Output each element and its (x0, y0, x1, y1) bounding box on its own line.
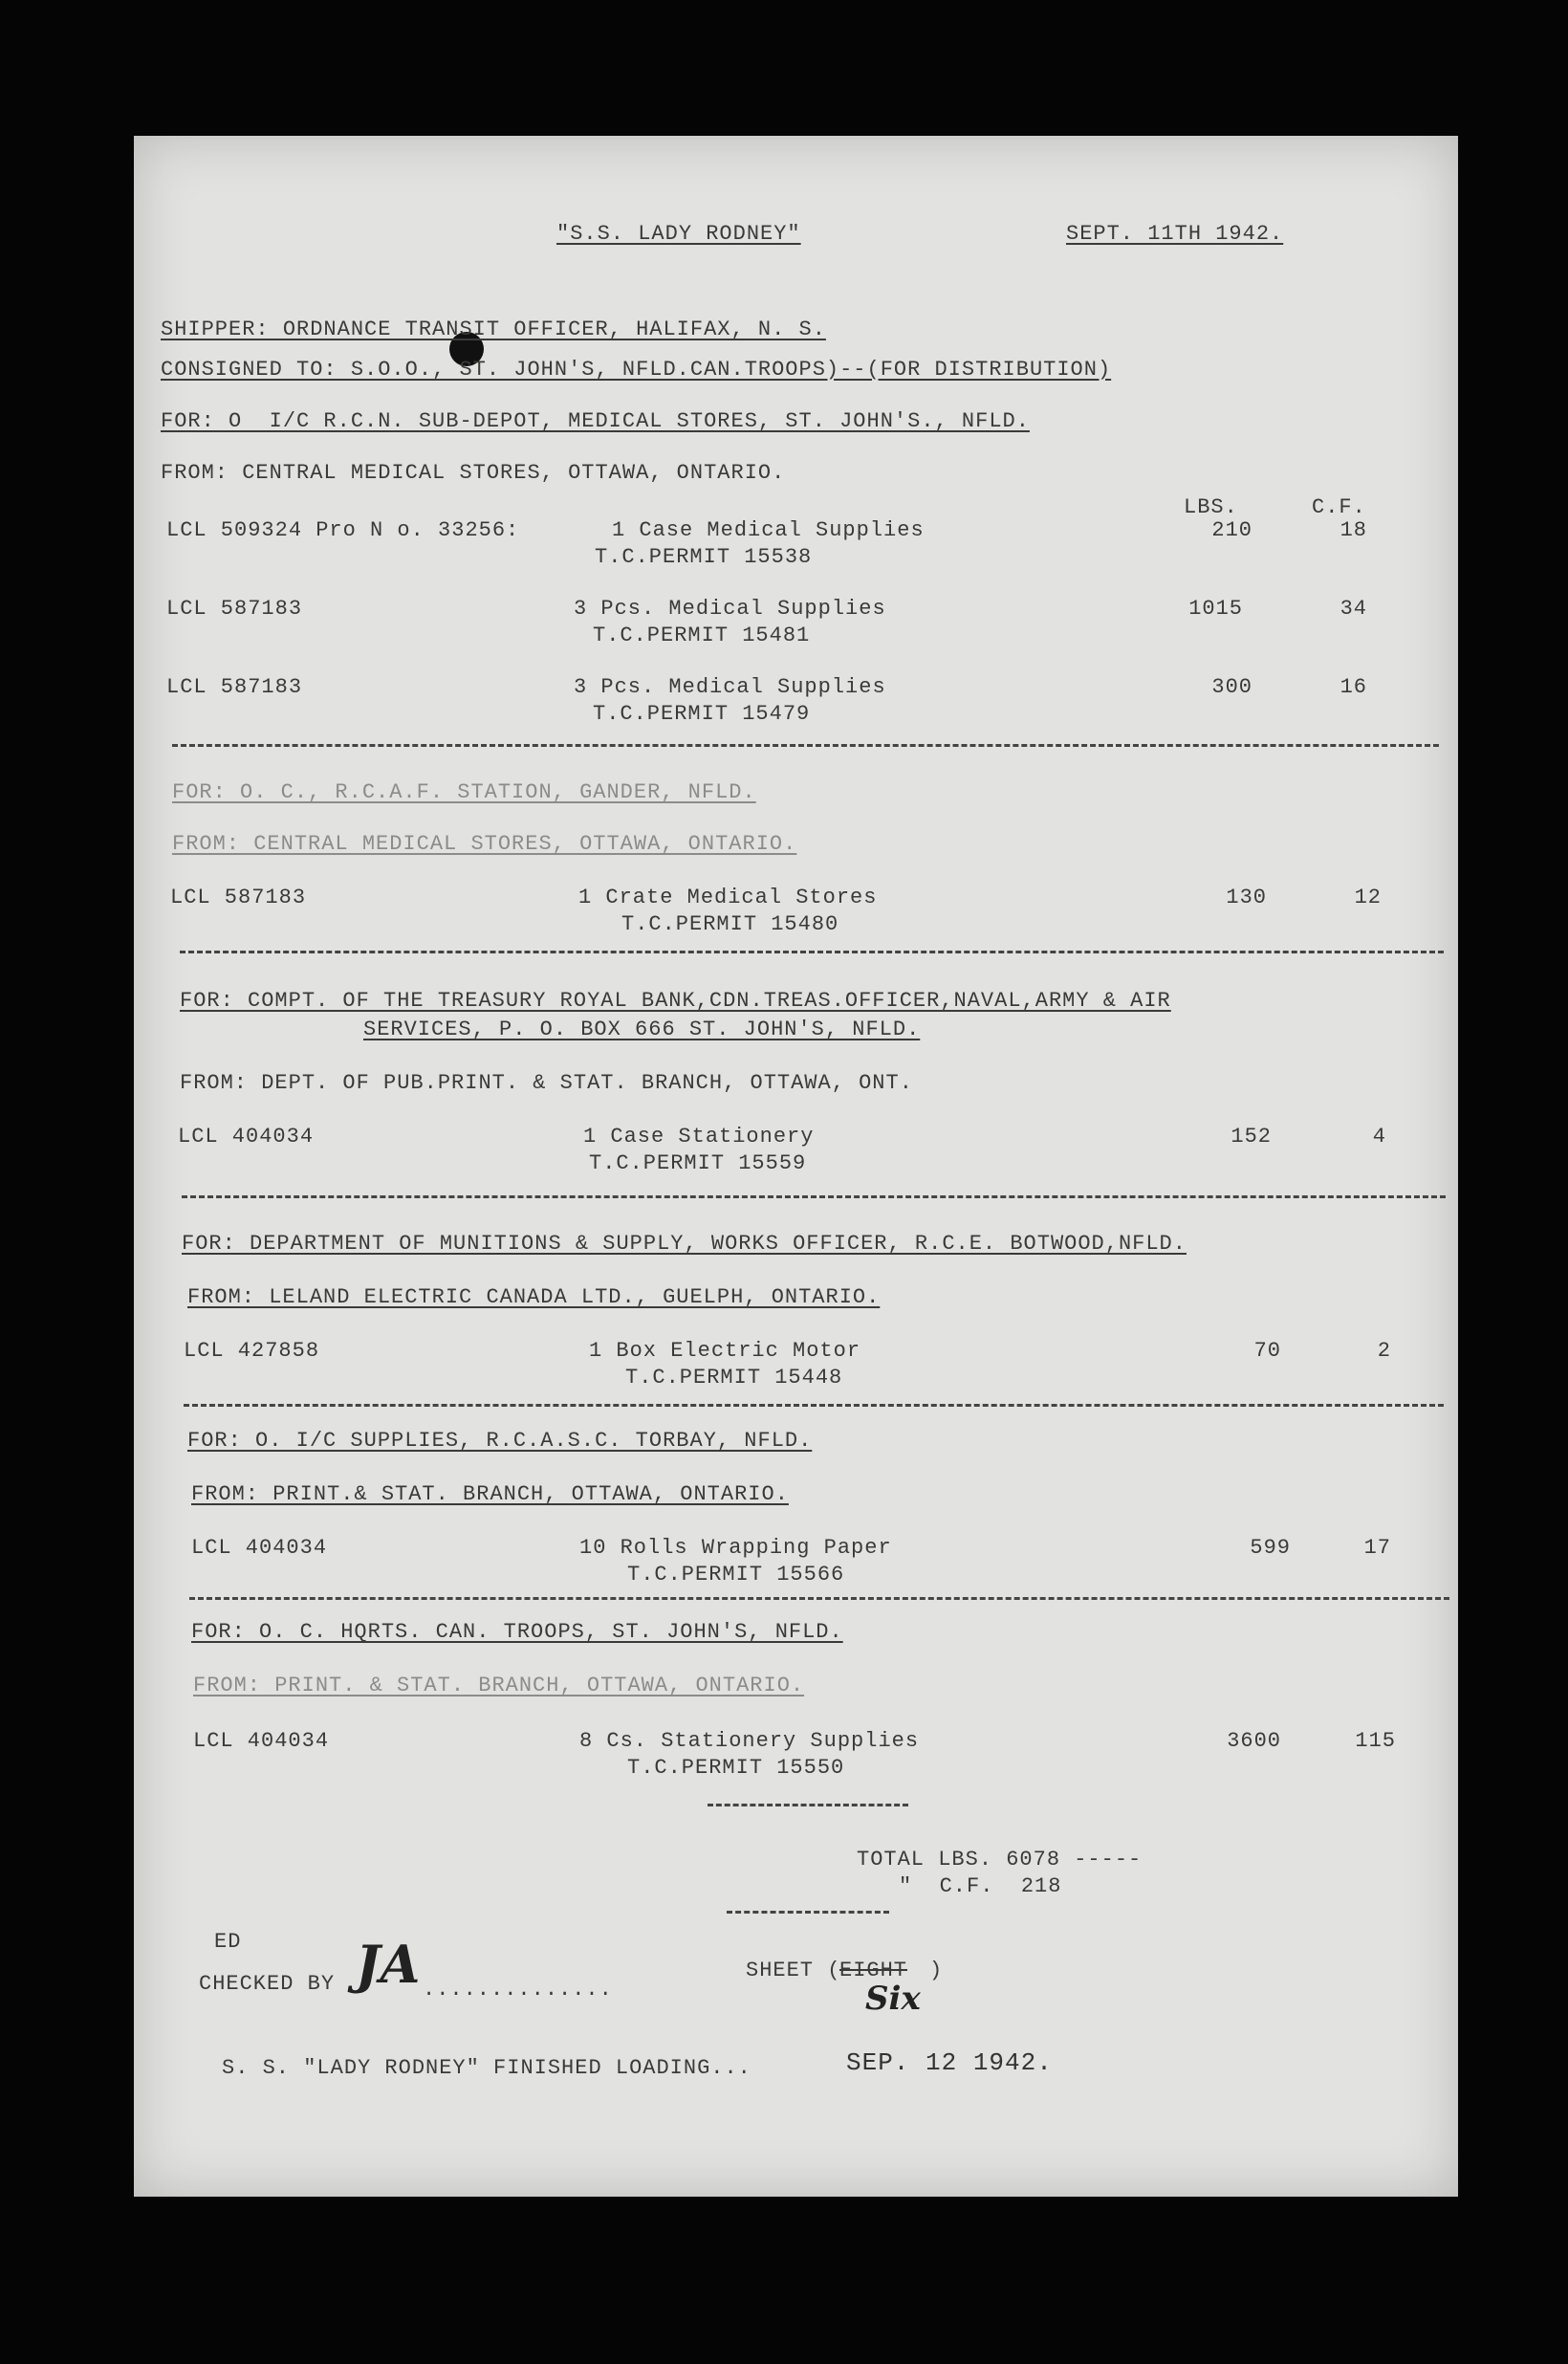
document-page (134, 136, 1458, 2197)
manifest-date: SEPT. 11TH 1942. (1066, 222, 1284, 246)
sheet-label: SHEET ( (746, 1959, 841, 1982)
item-lcl: LCL 587183 (166, 597, 303, 621)
column-header-cf: C.F. (1312, 495, 1366, 519)
shipper-line: SHIPPER: ORDNANCE TRANSIT OFFICER, HALIFAX, N. S. (161, 317, 826, 341)
item-permit: T.C.PERMIT 15550 (627, 1756, 845, 1780)
item-cf: 34 (1339, 597, 1367, 621)
item-cf: 4 (1372, 1125, 1386, 1149)
item-lcl: LCL 587183 (170, 886, 307, 909)
sheet-close-paren: ) (929, 1959, 944, 1982)
item-lcl: LCL 427858 (184, 1339, 320, 1363)
section-1-for: FOR: O I/C R.C.N. SUB-DEPOT, MEDICAL STORES, ST. JOHN'S., NFLD. (161, 409, 1030, 433)
section-divider (172, 744, 1439, 747)
item-cf: 12 (1354, 886, 1382, 909)
item-permit: T.C.PERMIT 15480 (621, 912, 839, 936)
section-divider (189, 1597, 1449, 1600)
section-divider (182, 1195, 1446, 1198)
item-cf: 16 (1339, 675, 1367, 699)
sheet-number-handwritten: Six (865, 1980, 921, 2018)
item-permit: T.C.PERMIT 15538 (595, 545, 813, 569)
total-lbs: TOTAL LBS. 6078 ----- (857, 1848, 1143, 1872)
item-lbs: 130 (1226, 886, 1267, 909)
item-description: 3 Pcs. Medical Supplies (574, 675, 886, 699)
item-lbs: 152 (1230, 1125, 1272, 1149)
section-6-for: FOR: O. C. HQRTS. CAN. TROOPS, ST. JOHN'S, NFLD. (191, 1620, 843, 1644)
item-cf: 17 (1363, 1536, 1391, 1560)
section-1-from: FROM: CENTRAL MEDICAL STORES, OTTAWA, ONTARIO. (161, 461, 786, 485)
checked-by-label: CHECKED BY (199, 1972, 336, 1996)
section-3-from: FROM: DEPT. OF PUB.PRINT. & STAT. BRANCH, OTTAWA, ONT. (180, 1071, 913, 1095)
section-3-for: FOR: COMPT. OF THE TREASURY ROYAL BANK,CDN.TREAS.OFFICER,NAVAL,ARMY & AIR (180, 989, 1171, 1013)
item-lcl: LCL 509324 Pro N o. 33256: (166, 518, 520, 542)
item-cf: 115 (1355, 1729, 1396, 1753)
item-lbs: 1015 (1188, 597, 1243, 621)
section-6-from: FROM: PRINT. & STAT. BRANCH, OTTAWA, ONTARIO. (193, 1674, 805, 1697)
item-cf: 2 (1377, 1339, 1391, 1363)
vessel-name: "S.S. LADY RODNEY" (556, 222, 801, 246)
finished-loading-line: S. S. "LADY RODNEY" FINISHED LOADING... (222, 2056, 751, 2080)
section-divider (184, 1404, 1444, 1407)
item-description: 1 Box Electric Motor (589, 1339, 861, 1363)
section-3-for-continued: SERVICES, P. O. BOX 666 ST. JOHN'S, NFLD. (363, 1018, 921, 1041)
item-lbs: 300 (1211, 675, 1252, 699)
item-lcl: LCL 404034 (178, 1125, 315, 1149)
item-cf: 18 (1339, 518, 1367, 542)
item-description: 1 Case Medical Supplies (612, 518, 925, 542)
item-permit: T.C.PERMIT 15559 (589, 1151, 807, 1175)
item-lbs: 3600 (1227, 1729, 1281, 1753)
item-lbs: 210 (1211, 518, 1252, 542)
item-lbs: 70 (1253, 1339, 1281, 1363)
item-description: 8 Cs. Stationery Supplies (579, 1729, 920, 1753)
item-lcl: LCL 404034 (191, 1536, 328, 1560)
section-4-for: FOR: DEPARTMENT OF MUNITIONS & SUPPLY, WORKS OFFICER, R.C.E. BOTWOOD,NFLD. (182, 1232, 1187, 1256)
clerk-initials: ED (214, 1930, 242, 1954)
item-lbs: 599 (1250, 1536, 1291, 1560)
item-permit: T.C.PERMIT 15479 (593, 702, 811, 726)
subtotal-rule (708, 1804, 908, 1806)
column-header-lbs: LBS. (1184, 495, 1238, 519)
sheet-number-struck: EIGHT (839, 1959, 908, 1982)
section-5-from: FROM: PRINT.& STAT. BRANCH, OTTAWA, ONTARIO. (191, 1482, 789, 1506)
checked-by-dots: .............. (423, 1978, 613, 2002)
section-2-for: FOR: O. C., R.C.A.F. STATION, GANDER, NFLD. (172, 780, 756, 804)
section-4-from: FROM: LELAND ELECTRIC CANADA LTD., GUELPH, ONTARIO. (187, 1285, 881, 1309)
total-cf: " C.F. 218 (899, 1874, 1062, 1898)
item-description: 1 Crate Medical Stores (578, 886, 878, 909)
item-permit: T.C.PERMIT 15481 (593, 624, 811, 647)
item-lcl: LCL 404034 (193, 1729, 330, 1753)
item-permit: T.C.PERMIT 15566 (627, 1563, 845, 1587)
section-2-from: FROM: CENTRAL MEDICAL STORES, OTTAWA, ONTARIO. (172, 832, 797, 856)
consigned-line: CONSIGNED TO: S.O.O., ST. JOHN'S, NFLD.CAN.TROOPS)--(FOR DISTRIBUTION) (161, 358, 1112, 382)
item-description: 10 Rolls Wrapping Paper (579, 1536, 892, 1560)
checker-signature: JA (356, 1934, 421, 1995)
item-description: 3 Pcs. Medical Supplies (574, 597, 886, 621)
section-divider (180, 951, 1444, 953)
item-description: 1 Case Stationery (583, 1125, 815, 1149)
item-permit: T.C.PERMIT 15448 (625, 1366, 843, 1390)
item-lcl: LCL 587183 (166, 675, 303, 699)
date-stamp: SEP. 12 1942. (846, 2048, 1053, 2077)
section-5-for: FOR: O. I/C SUPPLIES, R.C.A.S.C. TORBAY, NFLD. (187, 1429, 813, 1453)
total-rule (727, 1911, 889, 1914)
